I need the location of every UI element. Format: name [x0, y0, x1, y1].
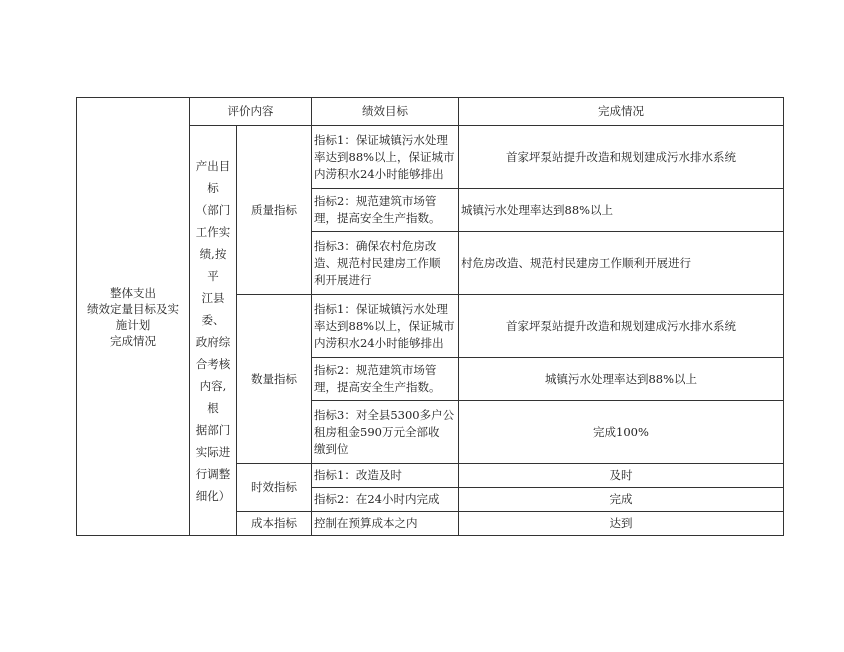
- cost-label: 成本指标: [237, 512, 312, 536]
- quality-label: 质量指标: [237, 126, 312, 295]
- target-line: 指标1：保证城镇污水处理: [314, 132, 448, 147]
- result-cell: 完成100%: [459, 401, 784, 464]
- target-cell: 指标2：在24小时内完成: [312, 488, 459, 512]
- result-cell: 完成: [459, 488, 784, 512]
- output-line: 据部门: [195, 422, 231, 437]
- target-line: 租房租金590万元全部收: [314, 424, 440, 439]
- category-line: 绩效定量目标及实: [87, 301, 179, 316]
- header-result: 完成情况: [459, 98, 784, 126]
- target-line: 内涝积水24小时能够排出: [314, 335, 444, 350]
- category-line: 施计划: [115, 317, 151, 332]
- target-line: 指标3：确保农村危房改: [314, 238, 437, 253]
- timeliness-label: 时效指标: [237, 464, 312, 512]
- target-line: 指标3：对全县5300多户公: [314, 407, 455, 422]
- output-goal-cell: [190, 126, 237, 536]
- target-line: 理，提高安全生产指数。: [314, 380, 441, 394]
- output-line: 实际进: [195, 444, 231, 459]
- performance-table: [76, 97, 784, 536]
- result-cell: 及时: [459, 464, 784, 488]
- result-cell: 城镇污水处理率达到88%以上: [459, 358, 784, 401]
- output-line: 绩,按平: [199, 246, 227, 283]
- target-line: 内涝积水24小时能够排出: [314, 166, 444, 181]
- target-line: 率达到88%以上，保证城市: [314, 318, 455, 333]
- target-line: 指标2：规范建筑市场管: [314, 363, 437, 377]
- target-cell: 控制在预算成本之内: [312, 512, 459, 536]
- overall-category-cell: [77, 98, 190, 536]
- target-cell: [312, 358, 459, 401]
- result-cell: 达到: [459, 512, 784, 536]
- output-line: 内容,根: [199, 378, 227, 415]
- target-cell: [312, 295, 459, 358]
- output-line: 政府综: [195, 334, 231, 349]
- output-line: 工作实: [195, 224, 231, 239]
- target-line: 指标2：规范建筑市场管: [314, 194, 437, 208]
- target-cell: 指标1：改造及时: [312, 464, 459, 488]
- target-cell: [312, 189, 459, 232]
- result-cell: 首家坪泵站提升改造和规划建成污水排水系统: [459, 295, 784, 358]
- target-cell: [312, 401, 459, 464]
- output-line: 细化）: [195, 488, 231, 503]
- target-line: 利开展进行: [314, 272, 372, 287]
- target-line: 指标1：保证城镇污水处理: [314, 301, 448, 316]
- output-line: 产出目: [195, 158, 231, 173]
- output-line: 行调整: [195, 466, 231, 481]
- category-line: 完成情况: [110, 333, 156, 348]
- target-cell: [312, 126, 459, 189]
- result-cell: 村危房改造、规范村民建房工作顺利开展进行: [459, 232, 784, 295]
- target-line: 率达到88%以上，保证城市: [314, 149, 455, 164]
- output-line: （部门: [195, 202, 231, 217]
- output-line: 标: [207, 180, 219, 195]
- header-content: 评价内容: [190, 98, 312, 126]
- target-line: 理，提高安全生产指数。: [314, 211, 441, 225]
- quantity-label: 数量指标: [237, 295, 312, 464]
- category-line: 整体支出: [110, 285, 156, 300]
- output-line: 合考核: [195, 356, 231, 371]
- output-line: 江县委、: [201, 290, 225, 327]
- target-cell: [312, 232, 459, 295]
- target-line: 缴到位: [314, 441, 349, 456]
- result-cell: 首家坪泵站提升改造和规划建成污水排水系统: [459, 126, 784, 189]
- header-target: 绩效目标: [312, 98, 459, 126]
- result-cell: 城镇污水处理率达到88%以上: [459, 189, 784, 232]
- target-line: 造、规范村民建房工作顺: [314, 255, 441, 270]
